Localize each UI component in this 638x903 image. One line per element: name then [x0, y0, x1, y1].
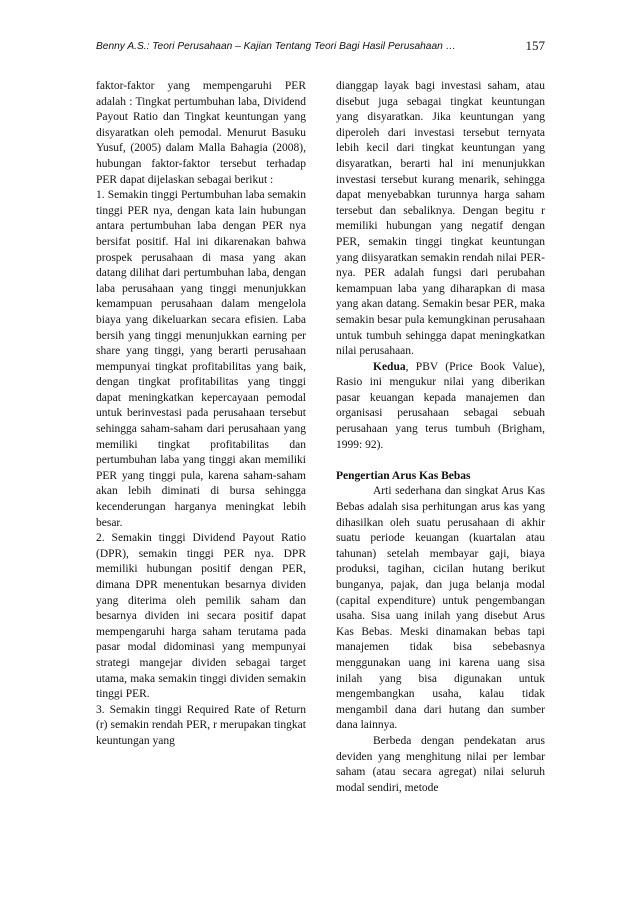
paragraph-intro: faktor-faktor yang mempengaruhi PER adalah : Tingkat pertumbuhan laba, Dividend Payout Ratio dan Tingkat keuntungan yang disyaratkan oleh pemodal. Menurut Basuku Yusuf, (2005) dalam Malla Bahagia (2008), hubungan faktor-faktor tersebut terhadap PER dapat dijelaskan sebagai berikut : [96, 80, 306, 186]
running-header [96, 38, 545, 58]
paragraph-free-cash-flow: Arti sederhana dan singkat Arus Kas Bebas adalah sisa perhitungan arus kas yang dihasilkan oleh suatu perusahaan di akhir suatu periode keuangan (kuartalan atau tahunan) setelah membayar gaji, biaya produksi, tagihan, cicilan hutang berikut bunganya, pajak, dan juga belanja modal (capital expenditure) untuk pengembangan usaha. Sisa uang inilah yang disebut Arus Kas Bebas. Meski dinamakan bebas tapi manajemen tidak bisa sebebasnya menggunakan uang ini karena uang sisa inilah yang bisa digunakan untuk mengembangkan usaha, kalau tidak mengambil dana dari hutang dan sumber dana lainnya. [336, 485, 545, 732]
section-heading: Pengertian Arus Kas Bebas [336, 469, 471, 482]
page-number: 157 [525, 38, 545, 53]
list-item-required-return: 3. Semakin tinggi Required Rate of Return (r) semakin rendah PER, r merupakan tingkat keuntungan yang [96, 703, 306, 747]
term-kedua: Kedua [373, 360, 406, 373]
paragraph-dividend-approach: Berbeda dengan pendekatan arus deviden yang menghitung nilai per lembar saham (atau secara agregat) nilai seluruh modal sendiri, metode [336, 734, 545, 794]
left-column [96, 79, 306, 750]
running-title: Benny A.S.: Teori Perusahaan – Kajian Tentang Teori Bagi Hasil Perusahaan … [96, 41, 456, 52]
paragraph-pbv [336, 360, 545, 454]
paragraph-pbv-text: , PBV (Price Book Value), Rasio ini mengukur nilai yang diberikan pasar keuangan kepada manajemen dan organisasi perusahaan sebagai sebuah perusahaan yang terus tumbuh (Brigham, 1999: 92). [336, 360, 545, 451]
right-column [336, 79, 545, 796]
list-item-dpr: 2. Semakin tinggi Dividend Payout Ratio (DPR), semakin tinggi PER nya. DPR memiliki hubungan positif dengan PER, dimana DPR menentukan besarnya dividen yang diterima oleh pemilik saham dan besarnya dividen ini secara positif dapat mempengaruhi harga saham terutama pada pasar modal didominasi yang mempunyai strategi mangejar dividen sebagai target utama, maka semakin tinggi dividen semakin tinggi PER. [96, 532, 306, 701]
section-gap [336, 453, 545, 469]
paragraph-continued: dianggap layak bagi investasi saham, atau disebut juga sebagai tingkat keuntungan yang disyaratkan. Jika keuntungan yang diperoleh dari investasi tersebut ternyata lebih kecil dari tingkat keuntungan yang disyaratkan, berarti hal ini menunjukkan investasi tersebut kurang menarik, sehingga dapat menyebabkan turunnya harga saham tersebut dan sebaliknya. Dengan begitu r memiliki hubungan yang negatif dengan PER, semakin tinggi tingkat keuntungan yang diisyaratkan semakin rendah nilai PER-nya. PER adalah fungsi dari perubahan kemampuan laba yang diharapkan di masa yang akan datang. Semakin besar PER, maka semakin besar pula kemungkinan perusahaan untuk tumbuh sehingga dapat meningkatkan nilai perusahaan. [336, 80, 545, 358]
list-item-growth: 1. Semakin tinggi Pertumbuhan laba semakin tinggi PER nya, dengan kata lain hubungan antara pertumbuhan laba dengan PER nya bersifat positif. Hal ini dikarenakan bahwa prospek perusahaan di masa yang akan datang dilihat dari pertumbuhan laba, dengan laba perusahaan yang tinggi menunjukkan kemampuan perusahaan dalam mengelola biaya yang dikeluarkan secara efisien. Laba bersih yang tinggi menunjukkan earning per share yang tinggi, yang berarti perusahaan mempunyai tingkat profitabilitas yang baik, dengan tingkat profitabilitas yang tinggi dapat meningkatkan kepercayaan pemodal untuk berinvestasi pada perusahaan tersebut sehingga saham-saham dari perusahaan yang memiliki tingkat profitabilitas dan pertumbuhan laba yang tinggi akan memiliki PER yang tinggi pula, karena saham-saham akan lebih diminati di bursa sehingga kecenderungan harganya meningkat lebih besar. [96, 189, 306, 529]
